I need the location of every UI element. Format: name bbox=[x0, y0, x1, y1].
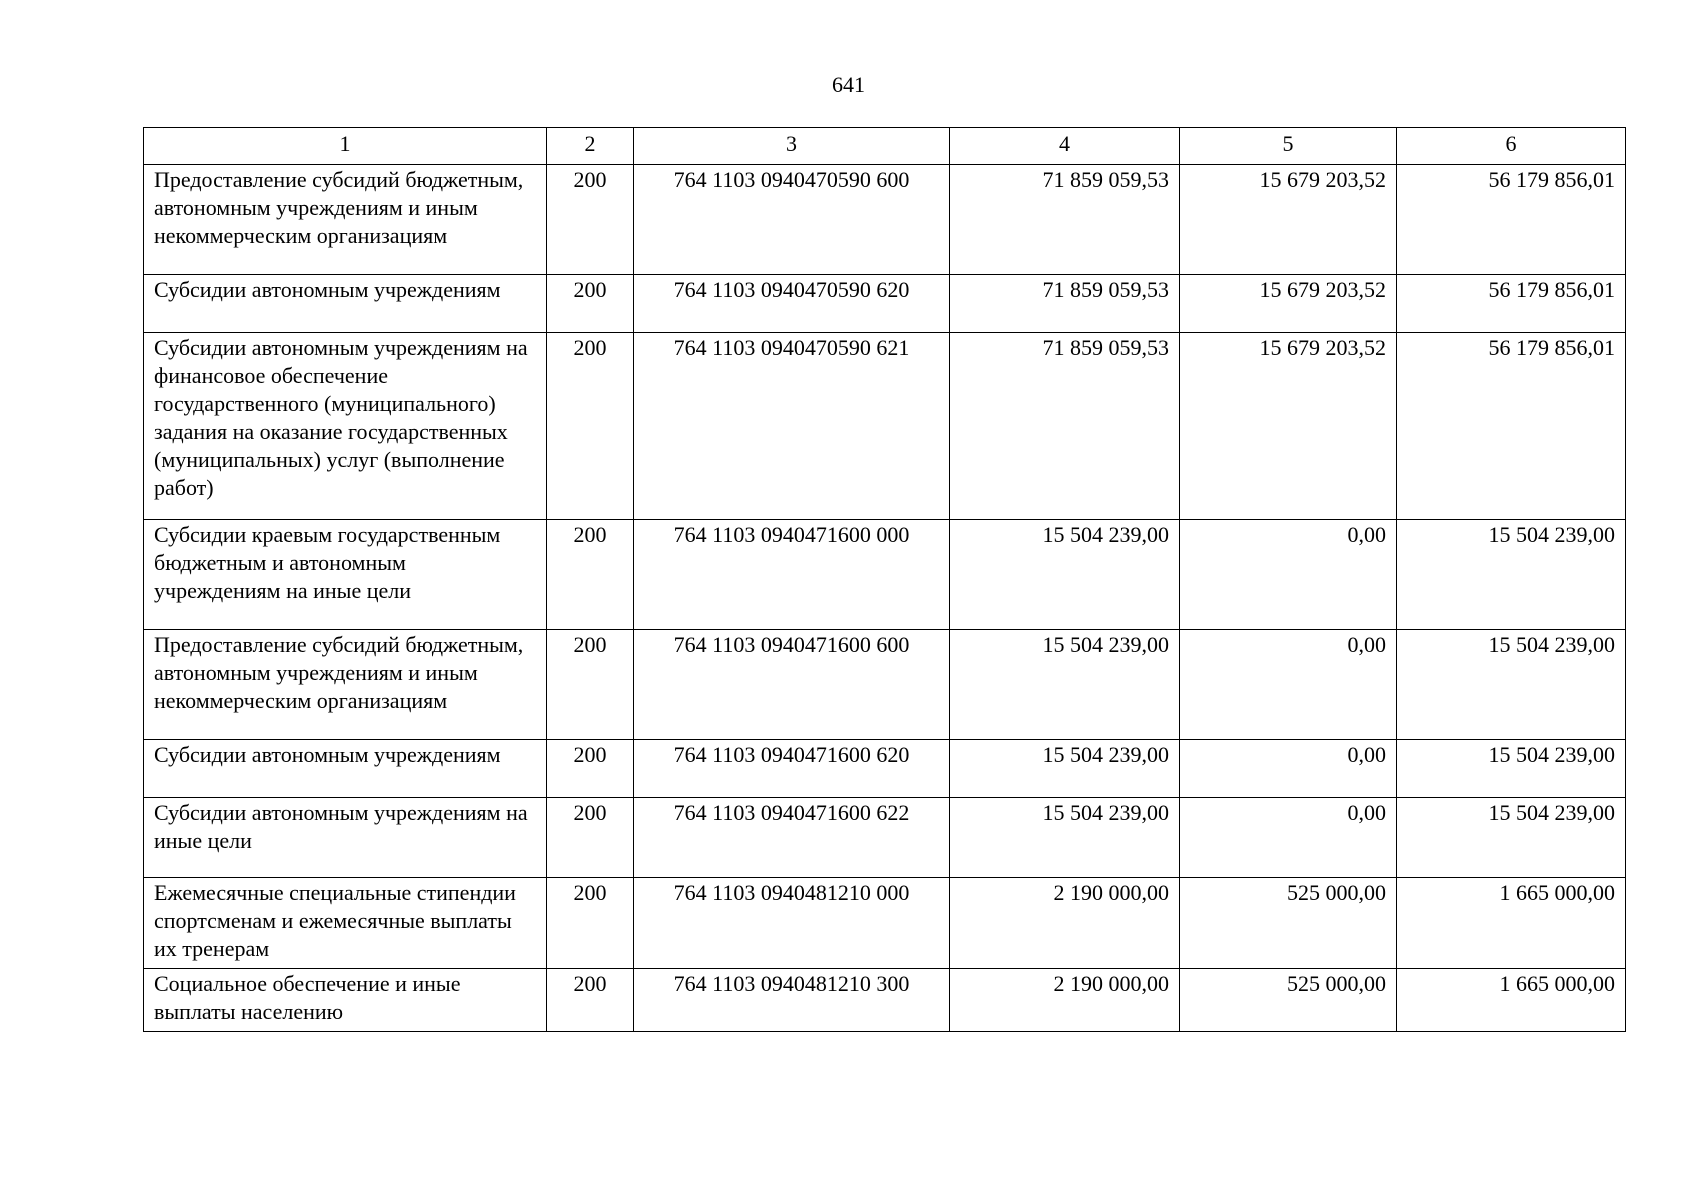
row-approved-cell: 15 504 239,00 bbox=[950, 630, 1180, 740]
budget-table bbox=[143, 127, 1626, 1032]
row-executed-cell: 15 679 203,52 bbox=[1180, 333, 1397, 520]
row-name-cell: Ежемесячные специальные стипендии спортсменам и ежемесячные выплаты их тренерам bbox=[144, 878, 547, 969]
row-approved-cell: 2 190 000,00 bbox=[950, 878, 1180, 969]
row-budget-code-cell: 764 1103 0940481210 300 bbox=[634, 969, 950, 1032]
row-name-cell: Субсидии краевым государственным бюджетным и автономным учреждениям на иные цели bbox=[144, 520, 547, 630]
row-unexecuted-cell: 56 179 856,01 bbox=[1397, 275, 1626, 333]
row-unexecuted-cell: 15 504 239,00 bbox=[1397, 630, 1626, 740]
row-budget-code-cell: 764 1103 0940471600 600 bbox=[634, 630, 950, 740]
row-executed-cell: 15 679 203,52 bbox=[1180, 275, 1397, 333]
row-unexecuted-cell: 15 504 239,00 bbox=[1397, 740, 1626, 798]
row-name-cell: Субсидии автономным учреждениям bbox=[144, 740, 547, 798]
row-name-cell: Предоставление субсидий бюджетным, автономным учреждениям и иным некоммерческим организациям bbox=[144, 630, 547, 740]
page-number: 641 bbox=[832, 72, 865, 97]
row-budget-code-cell: 764 1103 0940471600 620 bbox=[634, 740, 950, 798]
row-unexecuted-cell: 56 179 856,01 bbox=[1397, 333, 1626, 520]
row-line-code-cell: 200 bbox=[547, 165, 634, 275]
row-budget-code-cell: 764 1103 0940470590 621 bbox=[634, 333, 950, 520]
row-approved-cell: 71 859 059,53 bbox=[950, 275, 1180, 333]
row-line-code-cell: 200 bbox=[547, 969, 634, 1032]
row-unexecuted-cell: 1 665 000,00 bbox=[1397, 878, 1626, 969]
row-approved-cell: 15 504 239,00 bbox=[950, 520, 1180, 630]
row-executed-cell: 525 000,00 bbox=[1180, 878, 1397, 969]
column-header: 5 bbox=[1180, 128, 1397, 165]
row-budget-code-cell: 764 1103 0940471600 622 bbox=[634, 798, 950, 878]
row-approved-cell: 71 859 059,53 bbox=[950, 165, 1180, 275]
table-row bbox=[144, 165, 1626, 275]
table-header-row bbox=[144, 128, 1626, 165]
row-name-cell: Социальное обеспечение и иные выплаты населению bbox=[144, 969, 547, 1032]
column-header: 2 bbox=[547, 128, 634, 165]
table-row bbox=[144, 798, 1626, 878]
column-header: 1 bbox=[144, 128, 547, 165]
row-unexecuted-cell: 15 504 239,00 bbox=[1397, 520, 1626, 630]
row-line-code-cell: 200 bbox=[547, 740, 634, 798]
row-line-code-cell: 200 bbox=[547, 630, 634, 740]
column-header: 4 bbox=[950, 128, 1180, 165]
column-header: 6 bbox=[1397, 128, 1626, 165]
row-line-code-cell: 200 bbox=[547, 798, 634, 878]
row-budget-code-cell: 764 1103 0940470590 600 bbox=[634, 165, 950, 275]
row-budget-code-cell: 764 1103 0940470590 620 bbox=[634, 275, 950, 333]
row-name-cell: Субсидии автономным учреждениям на финансовое обеспечение государственного (муниципального) задания на оказание государственных (муниципальных) услуг (выполнение работ) bbox=[144, 333, 547, 520]
row-line-code-cell: 200 bbox=[547, 333, 634, 520]
row-executed-cell: 0,00 bbox=[1180, 798, 1397, 878]
column-header: 3 bbox=[634, 128, 950, 165]
table-row bbox=[144, 630, 1626, 740]
row-approved-cell: 15 504 239,00 bbox=[950, 740, 1180, 798]
row-budget-code-cell: 764 1103 0940471600 000 bbox=[634, 520, 950, 630]
row-approved-cell: 15 504 239,00 bbox=[950, 798, 1180, 878]
row-executed-cell: 0,00 bbox=[1180, 630, 1397, 740]
row-executed-cell: 0,00 bbox=[1180, 740, 1397, 798]
table-row bbox=[144, 878, 1626, 969]
row-line-code-cell: 200 bbox=[547, 878, 634, 969]
table-row bbox=[144, 740, 1626, 798]
table-row bbox=[144, 520, 1626, 630]
row-name-cell: Предоставление субсидий бюджетным, автономным учреждениям и иным некоммерческим организациям bbox=[144, 165, 547, 275]
table-row bbox=[144, 969, 1626, 1032]
table-row bbox=[144, 333, 1626, 520]
row-executed-cell: 0,00 bbox=[1180, 520, 1397, 630]
row-unexecuted-cell: 15 504 239,00 bbox=[1397, 798, 1626, 878]
row-budget-code-cell: 764 1103 0940481210 000 bbox=[634, 878, 950, 969]
row-unexecuted-cell: 56 179 856,01 bbox=[1397, 165, 1626, 275]
row-name-cell: Субсидии автономным учреждениям bbox=[144, 275, 547, 333]
row-unexecuted-cell: 1 665 000,00 bbox=[1397, 969, 1626, 1032]
row-name-cell: Субсидии автономным учреждениям на иные цели bbox=[144, 798, 547, 878]
row-executed-cell: 525 000,00 bbox=[1180, 969, 1397, 1032]
row-line-code-cell: 200 bbox=[547, 275, 634, 333]
row-line-code-cell: 200 bbox=[547, 520, 634, 630]
row-executed-cell: 15 679 203,52 bbox=[1180, 165, 1397, 275]
table-row bbox=[144, 275, 1626, 333]
row-approved-cell: 2 190 000,00 bbox=[950, 969, 1180, 1032]
row-approved-cell: 71 859 059,53 bbox=[950, 333, 1180, 520]
